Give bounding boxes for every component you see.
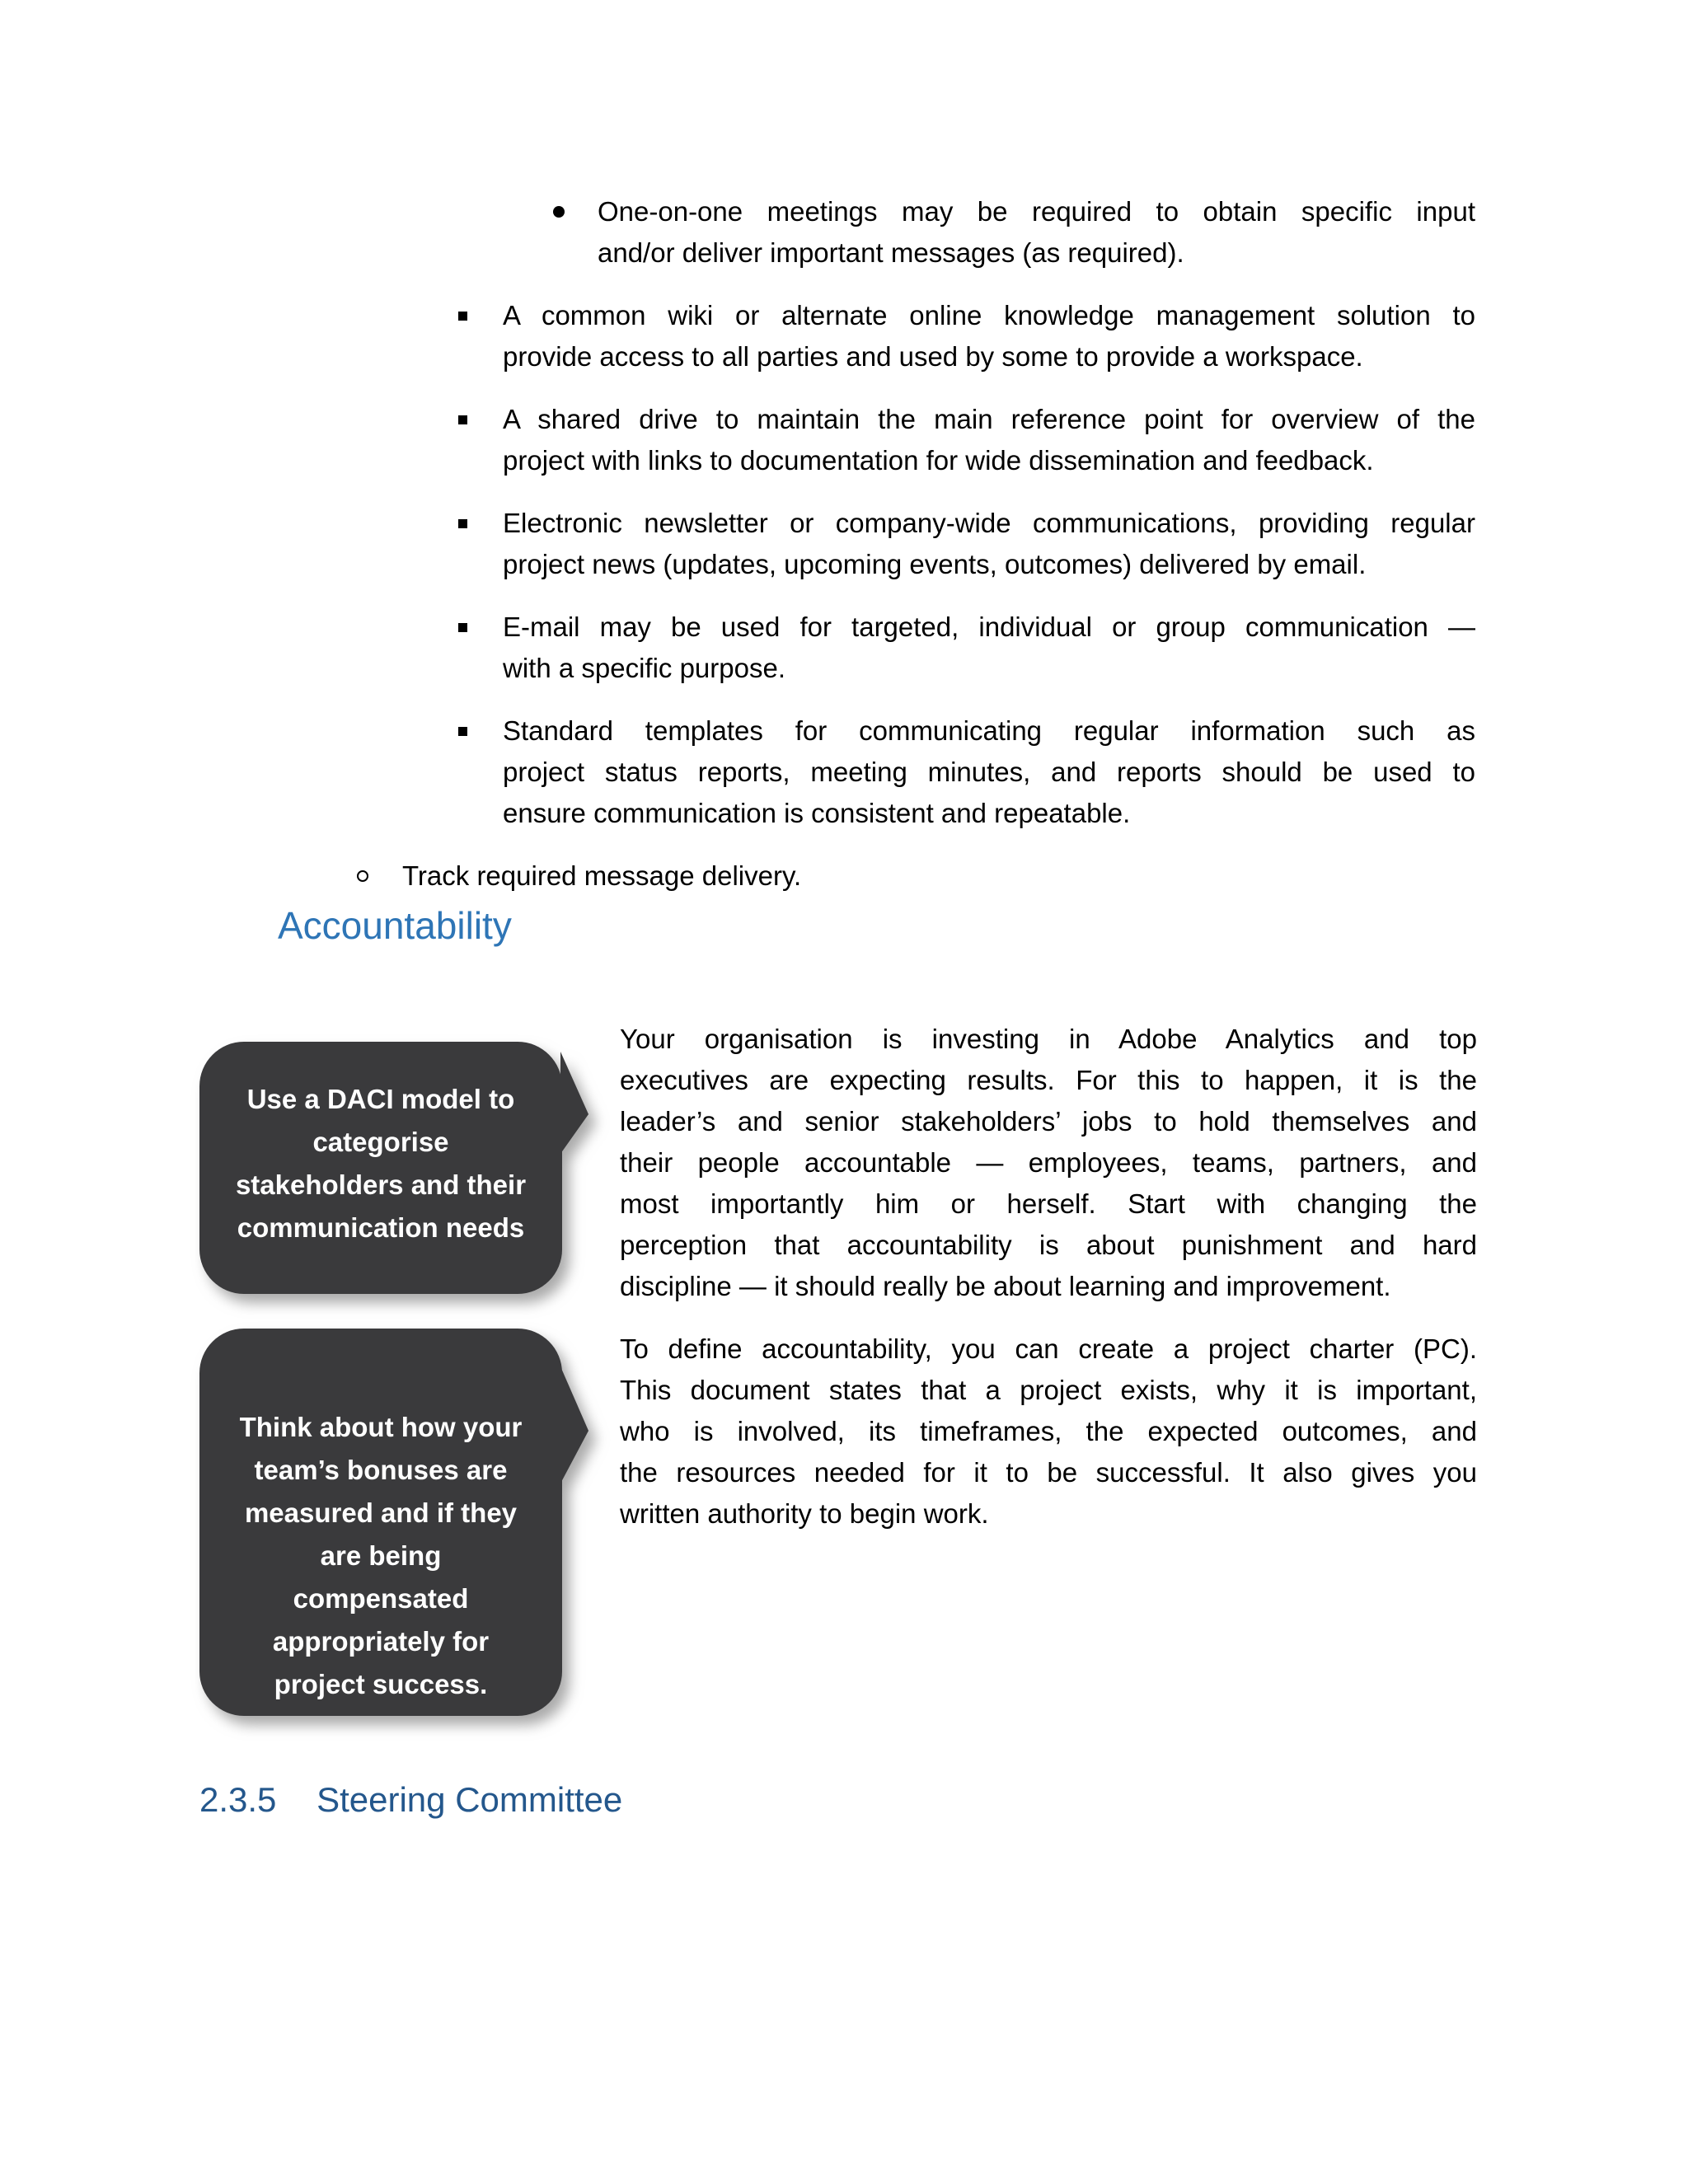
bullet-line: with a specific purpose. (503, 653, 786, 683)
callout-line: compensated (293, 1583, 469, 1614)
paragraph-line: executives are expecting results. For this to happen, it is the (620, 1065, 1477, 1095)
bullet-list (0, 191, 1688, 918)
paragraph-line: To define accountability, you can create a project charter (PC). (620, 1333, 1477, 1364)
paragraph-line: who is involved, its timeframes, the expected outcomes, and (620, 1416, 1477, 1446)
bullet-circle-icon (357, 870, 368, 882)
paragraph-line: perception that accountability is about punishment and hard (620, 1230, 1477, 1260)
callout-bubble-bonuses (199, 1329, 562, 1716)
section-number: 2.3.5 (199, 1780, 277, 1819)
callout-line: Think about how your (239, 1412, 523, 1442)
bullet-square-icon (458, 623, 467, 632)
section-heading (199, 1777, 622, 1823)
bullet-line: Electronic newsletter or company-wide communications, providing regular (503, 508, 1475, 538)
paragraph (620, 1329, 1477, 1535)
bullet-square-icon (458, 519, 467, 528)
list-item (0, 295, 1688, 377)
paragraph-line: the resources needed for it to be successful. It also gives you (620, 1457, 1477, 1488)
list-item (0, 191, 1688, 274)
callout-line: team’s bonuses are (254, 1455, 508, 1485)
bullet-line: A shared drive to maintain the main reference point for overview of the (503, 404, 1475, 434)
bullet-line: Track required message delivery. (402, 860, 802, 891)
bullet-line: Standard templates for communicating regular information such as (503, 715, 1475, 746)
paragraph-line: written authority to begin work. (620, 1498, 989, 1529)
bullet-line: A common wiki or alternate online knowledge management solution to (503, 300, 1475, 330)
subheading-accountability: Accountability (278, 904, 512, 947)
paragraph-line: most importantly him or herself. Start with changing the (620, 1188, 1477, 1219)
callout-line: stakeholders and their (235, 1169, 527, 1200)
callout-line: Use a DACI model to (246, 1084, 515, 1114)
speech-bubble-tail (560, 1052, 588, 1155)
callout-bubble-daci (199, 1042, 562, 1294)
paragraph (620, 1019, 1477, 1307)
list-item (0, 503, 1688, 585)
callout-line: appropriately for (272, 1626, 490, 1657)
speech-bubble (199, 1329, 562, 1716)
callout-line: categorise (312, 1127, 449, 1157)
list-item (0, 855, 1688, 897)
paragraph-line: discipline — it should really be about learning and improvement. (620, 1271, 1391, 1301)
bullet-line: project with links to documentation for wide dissemination and feedback. (503, 445, 1374, 476)
list-item (0, 607, 1688, 689)
bullet-square-icon (458, 312, 467, 321)
bullet-line: and/or deliver important messages (as required). (598, 237, 1184, 268)
bullet-line: E-mail may be used for targeted, individual or group communication — (503, 612, 1475, 642)
bullet-square-icon (458, 415, 467, 424)
bullet-line: ensure communication is consistent and repeatable. (503, 798, 1131, 828)
callout-line: communication needs (237, 1212, 525, 1243)
paragraph-line: leader’s and senior stakeholders’ jobs to hold themselves and (620, 1106, 1477, 1137)
bullet-line: project news (updates, upcoming events, outcomes) delivered by email. (503, 549, 1367, 579)
bullet-line: provide access to all parties and used by some to provide a workspace. (503, 341, 1363, 372)
callout-line: are being (320, 1540, 442, 1571)
paragraph-line: Your organisation is investing in Adobe Analytics and top (620, 1024, 1477, 1054)
paragraph-line: their people accountable — employees, teams, partners, and (620, 1147, 1477, 1178)
paragraph-line: This document states that a project exists, why it is important, (620, 1375, 1477, 1405)
bullet-line: One-on-one meetings may be required to obtain specific input (598, 196, 1475, 227)
section-title: Steering Committee (316, 1780, 623, 1819)
list-item (0, 399, 1688, 481)
bullet-line: project status reports, meeting minutes, and reports should be used to (503, 757, 1475, 787)
speech-bubble (199, 1042, 562, 1294)
bullet-square-icon (458, 727, 467, 736)
bullet-disc-icon (553, 206, 565, 218)
body-paragraphs (620, 1019, 1477, 1535)
callout-line: project success. (274, 1669, 488, 1699)
list-item (0, 710, 1688, 834)
callout-line: measured and if they (244, 1497, 518, 1528)
speech-bubble-tail (560, 1366, 588, 1483)
